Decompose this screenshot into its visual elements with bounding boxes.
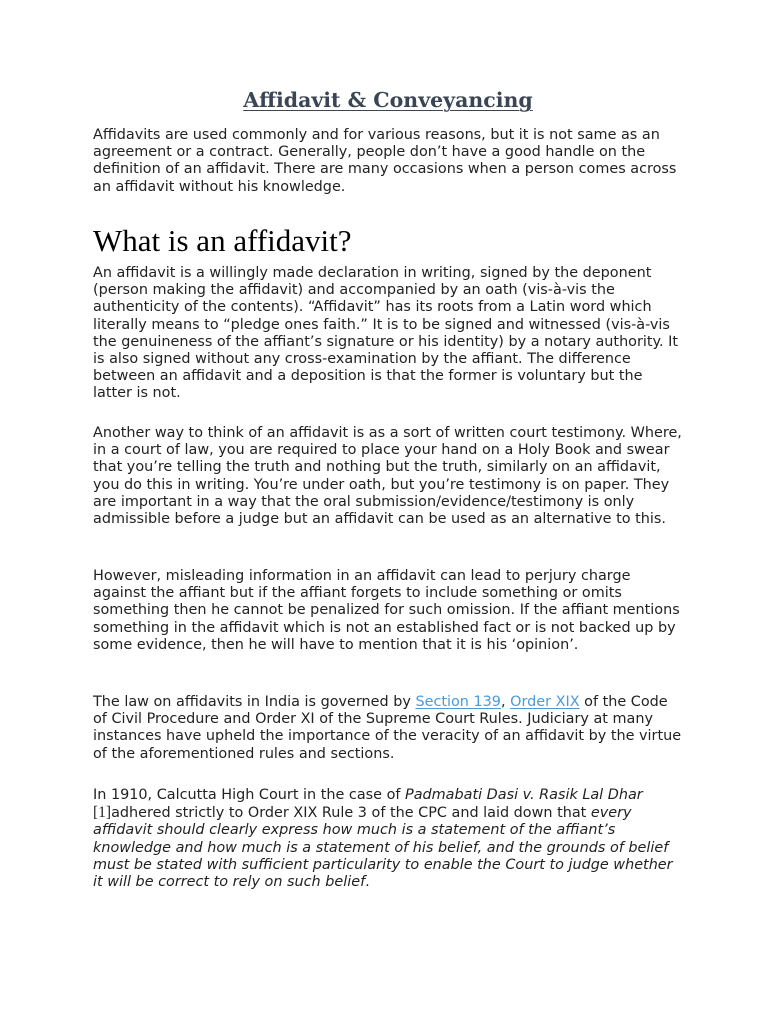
- law-text-start: The law on affidavits in India is governed by: [93, 694, 416, 710]
- paragraph-law-india: [93, 694, 685, 763]
- law-text-end: of the Code of Civil Procedure and Order XI of the Supreme Court Rules. Judiciary at many instances have upheld the importance of the veracity of an affidavit by the virtue of the aforementioned rules and sections.: [93, 694, 682, 762]
- paragraph-court-testimony: Another way to think of an affidavit is as a sort of written court testimony. Where, in a court of law, you are required to place your hand on a Holy Book and swear that you’re telling the truth and nothing but the truth, similarly on an affidavit, you do this in writing. You’re under oath, but you’re testimony is on paper. They are important in a way that the oral submission/evidence/testimony is only admissible before a judge but an affidavit can be used as an alternative to this.: [93, 425, 682, 528]
- law-text-separator: ,: [500, 694, 511, 710]
- section-heading: What is an affidavit?: [93, 223, 352, 258]
- document-title: [93, 87, 683, 113]
- case-text-end: .: [365, 874, 370, 891]
- case-quote: every affidavit should clearly express how much is a statement of the affiant’s knowledge and how much is a statement of his belief, and the grounds of belief must be stated with sufficient particularity to enable the Court to judge whether it will be correct to rely on such belief: [93, 805, 673, 891]
- paragraph-perjury: However, misleading information in an affidavit can lead to perjury charge against the affiant but if the affiant forgets to include something or omits something then he cannot be penalized for such omission. If the affiant mentions something in the affidavit which is not an established fact or is not backed up by some evidence, then he will have to mention that it is his ‘opinion’.: [93, 568, 680, 653]
- intro-paragraph: Affidavits are used commonly and for various reasons, but it is not same as an agreement or a contract. Generally, people don’t have a good handle on the definition of an affidavit. There are many occasions when a person comes across an affidavit without his knowledge.: [93, 127, 677, 195]
- case-name: Padmabati Dasi v. Rasik Lal Dhar: [405, 787, 643, 803]
- section-139-link[interactable]: Section 139: [415, 694, 501, 710]
- document-title-text: Affidavit & Conveyancing: [243, 88, 533, 112]
- footnote-ref: [1]: [93, 804, 112, 822]
- paragraph-calcutta-case: [93, 786, 685, 891]
- case-text-middle: adhered strictly to Order XIX Rule 3 of the CPC and laid down that: [111, 805, 591, 822]
- order-xix-link[interactable]: Order XIX: [510, 694, 580, 710]
- case-text-start: In 1910, Calcutta High Court in the case of: [93, 787, 406, 803]
- paragraph-definition: An affidavit is a willingly made declaration in writing, signed by the deponent (person making the affidavit) and accompanied by an oath (vis-à-vis the authenticity of the contents). “Affidavit” has its roots from a Latin word which literally means to “pledge ones faith.” It is to be signed and witnessed (vis-à-vis the genuineness of the affiant’s signature or his identity) by a notary authority. It is also signed without any cross-examination by the affiant. The difference between an affidavit and a deposition is that the former is voluntary but the latter is not.: [93, 265, 679, 402]
